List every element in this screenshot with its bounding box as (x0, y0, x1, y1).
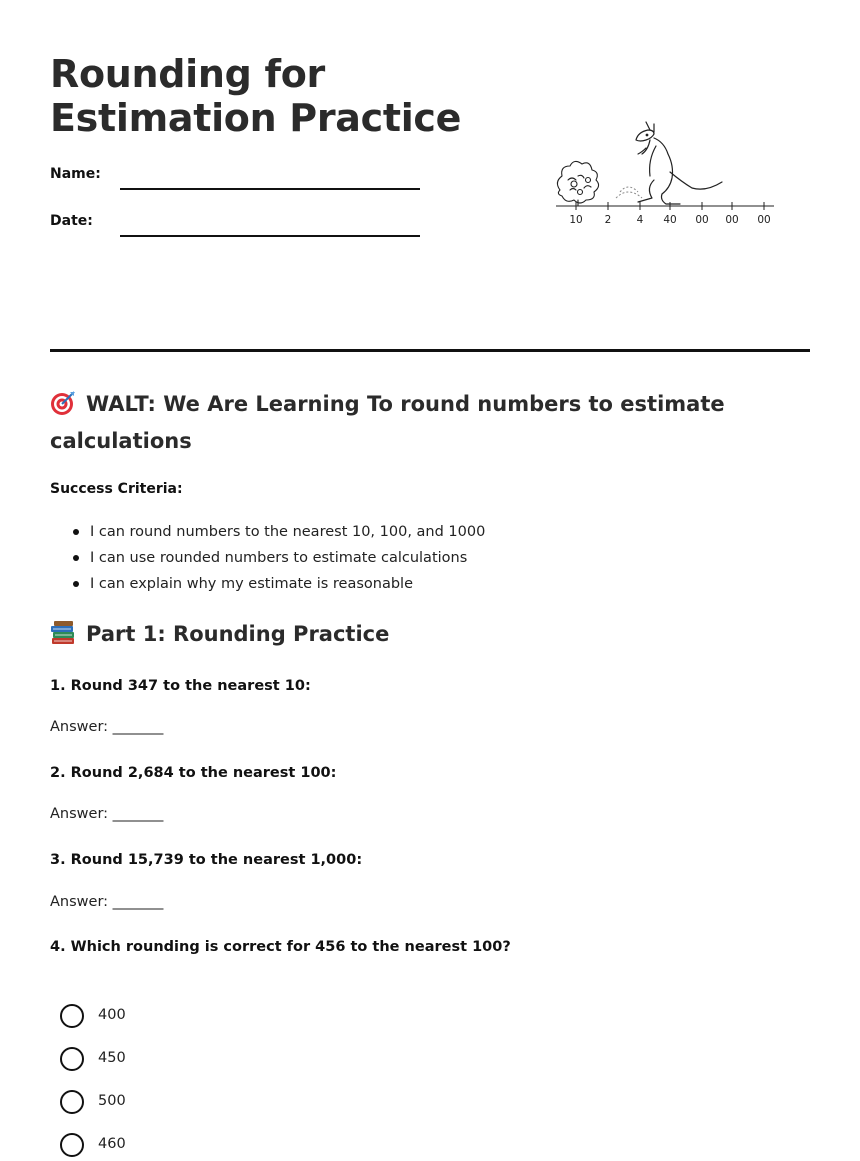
date-field[interactable] (50, 213, 420, 239)
radio-button[interactable] (60, 1047, 84, 1071)
name-line[interactable] (120, 188, 420, 190)
question-2: 2. Round 2,684 to the nearest 100: (50, 765, 337, 781)
walt-heading (50, 386, 750, 460)
question-3: 3. Round 15,739 to the nearest 1,000: (50, 852, 363, 868)
radio-button[interactable] (60, 1133, 84, 1157)
answer-1[interactable]: Answer: _______ (50, 719, 164, 735)
option-label: 400 (98, 1007, 126, 1023)
target-icon (50, 390, 76, 416)
tick-label: 4 (636, 214, 644, 226)
radio-button[interactable] (60, 1004, 84, 1028)
title-line-2: Estimation Practice (50, 96, 462, 140)
kangaroo-icon (636, 122, 722, 204)
tick-label: 10 (569, 214, 583, 226)
option-label: 500 (98, 1093, 126, 1109)
tick-label: 00 (725, 214, 739, 226)
list-item: I can round numbers to the nearest 10, 100, and 1000 (50, 519, 485, 545)
question-4: 4. Which rounding is correct for 456 to the nearest 100? (50, 939, 511, 955)
title-line-1: Rounding for (50, 52, 325, 96)
answer-2[interactable]: Answer: _______ (50, 806, 164, 822)
question-1: 1. Round 347 to the nearest 10: (50, 678, 311, 694)
success-criteria-label: Success Criteria: (50, 481, 183, 497)
number-line-labels (569, 214, 770, 226)
part1-heading-text: Part 1: Rounding Practice (86, 622, 390, 646)
answer-3[interactable]: Answer: _______ (50, 894, 164, 910)
kangaroo-number-line-illustration (550, 118, 780, 230)
part1-heading (50, 616, 750, 653)
list-item: I can explain why my estimate is reasonable (50, 571, 485, 597)
date-line[interactable] (120, 235, 420, 237)
list-item: I can use rounded numbers to estimate calculations (50, 545, 485, 571)
option-label: 460 (98, 1136, 126, 1152)
radio-button[interactable] (60, 1090, 84, 1114)
books-icon (50, 620, 76, 646)
date-label: Date: (50, 213, 93, 229)
page-title (50, 52, 461, 140)
success-criteria-list (50, 519, 485, 597)
option-label: 450 (98, 1050, 126, 1066)
section-divider (50, 349, 810, 352)
walt-heading-text: WALT: We Are Learning To round numbers to estimate calculations (50, 392, 725, 453)
tick-label: 00 (757, 214, 771, 226)
name-label: Name: (50, 166, 101, 182)
name-field[interactable] (50, 166, 420, 192)
motion-lines (616, 187, 642, 198)
tick-label: 40 (663, 214, 677, 226)
bush-icon (557, 161, 598, 206)
tick-label: 2 (604, 214, 612, 226)
tick-label: 00 (695, 214, 709, 226)
